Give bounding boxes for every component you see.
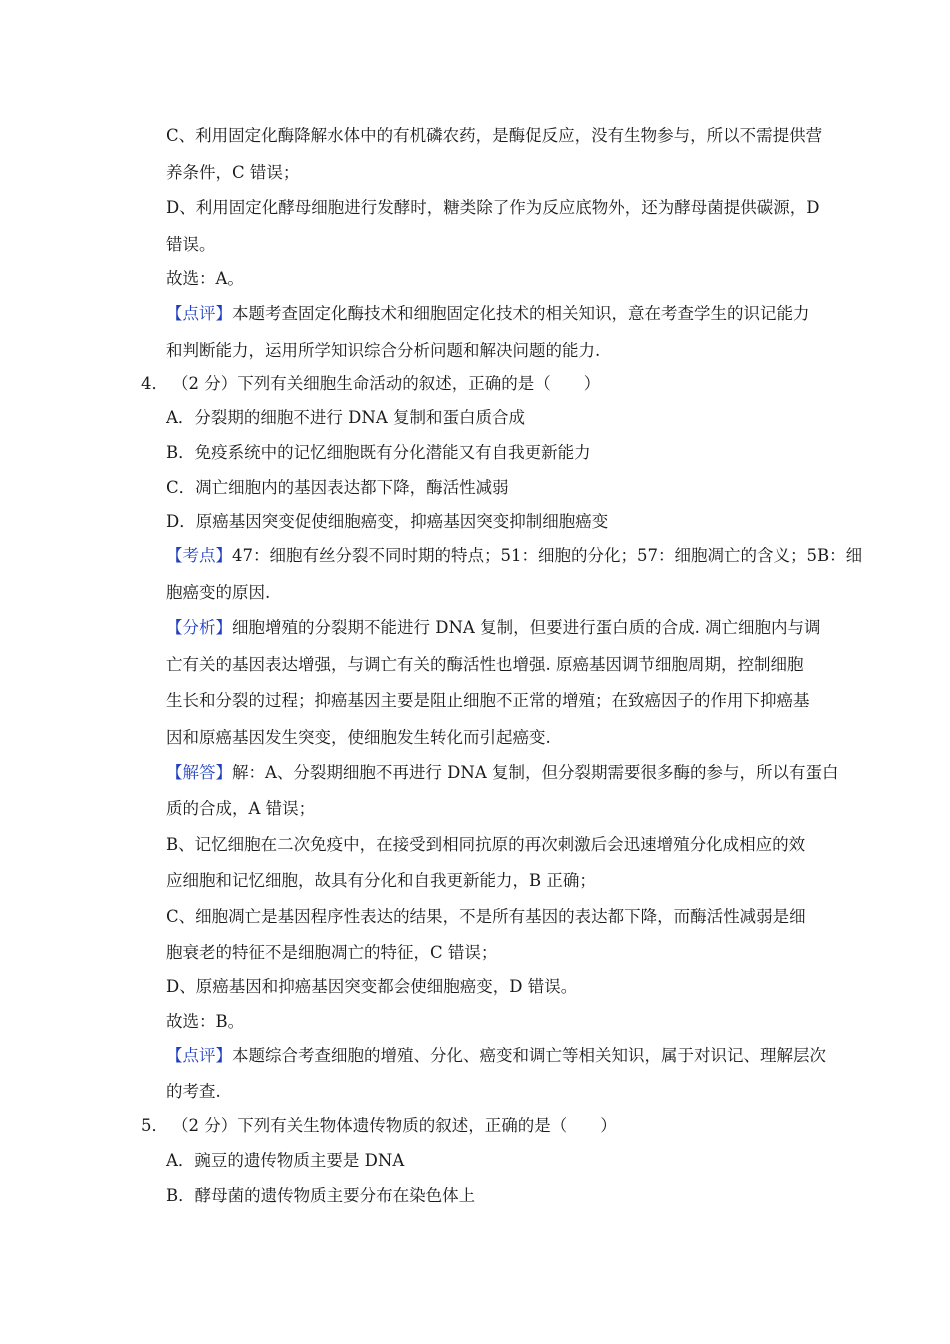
option-a: A．分裂期的细胞不进行 DNA 复制和蛋白质合成: [166, 408, 525, 427]
comment-tag: 【点评】: [166, 304, 232, 323]
prev-answer-line-3: D、利用固定化酵母细胞进行发酵时，糖类除了作为反应底物外，还为酵母菌提供碳源，D: [166, 198, 820, 217]
dianping-line-2: 的考查.: [166, 1082, 221, 1101]
jieda-line-4: 应细胞和记忆细胞，故具有分化和自我更新能力，B 正确；: [166, 871, 596, 890]
fenxi-line-1: [166, 617, 821, 639]
jieda-line-6: 胞衰老的特征不是细胞凋亡的特征，C 错误；: [166, 943, 498, 962]
kaodian-line-2: 胞癌变的原因.: [166, 583, 271, 602]
jieda-answer-choice: 故选：B。: [166, 1012, 245, 1031]
jieda-line-3: B、记忆细胞在二次免疫中，在接受到相同抗原的再次刺激后会迅速增殖分化成相应的效: [166, 835, 806, 854]
prev-answer-line-2: 养条件，C 错误；: [166, 163, 300, 182]
dianping-text: 本题综合考查细胞的增殖、分化、癌变和调亡等相关知识，属于对识记、理解层次: [232, 1046, 826, 1065]
fenxi-line-3: 生长和分裂的过程；抑癌基因主要是阻止细胞不正常的增殖；在致癌因子的作用下抑癌基: [166, 691, 810, 710]
prev-answer-line-4: 错误。: [166, 235, 216, 254]
fenxi-line-2: 亡有关的基因表达增强，与调亡有关的酶活性也增强. 原癌基因调节细胞周期，控制细胞: [166, 655, 804, 674]
question-stem: （2 分）下列有关细胞生命活动的叙述，正确的是（ ）: [172, 374, 601, 393]
option-b: B．免疫系统中的记忆细胞既有分化潜能又有自我更新能力: [166, 443, 591, 462]
dianping-tag: 【点评】: [166, 1046, 232, 1065]
question-stem: （2 分）下列有关生物体遗传物质的叙述，正确的是（ ）: [172, 1116, 617, 1135]
jieda-tag: 【解答】: [166, 763, 232, 782]
kaodian-text: 47：细胞有丝分裂不同时期的特点；51：细胞的分化；57：细胞凋亡的含义；5B：细: [232, 546, 863, 565]
option-c: C．凋亡细胞内的基因表达都下降，酶活性减弱: [166, 478, 509, 497]
jieda-line-1: [166, 762, 839, 784]
jieda-line-5: C、细胞凋亡是基因程序性表达的结果，不是所有基因的表达都下降，而酶活性减弱是细: [166, 907, 806, 926]
question-number: 5．: [141, 1116, 168, 1135]
prev-answer-choice: 故选：A。: [166, 269, 244, 288]
prev-comment-line-1: [166, 303, 810, 325]
fenxi-line-4: 因和原癌基因发生突变，使细胞发生转化而引起癌变.: [166, 728, 551, 747]
fenxi-tag: 【分析】: [166, 618, 232, 637]
jieda-line-7: D、原癌基因和抑癌基因突变都会使细胞癌变，D 错误。: [166, 977, 578, 996]
jieda-text: 解：A、分裂期细胞不再进行 DNA 复制，但分裂期需要很多酶的参与，所以有蛋白: [232, 763, 839, 782]
option-a: A．豌豆的遗传物质主要是 DNA: [166, 1151, 405, 1170]
option-b: B．酵母菌的遗传物质主要分布在染色体上: [166, 1186, 476, 1205]
kaodian-line-1: [166, 545, 862, 567]
dianping-line-1: [166, 1045, 826, 1067]
kaodian-tag: 【考点】: [166, 546, 232, 565]
comment-text: 本题考查固定化酶技术和细胞固定化技术的相关知识，意在考查学生的识记能力: [232, 304, 810, 323]
prev-comment-line-2: 和判断能力，运用所学知识综合分析问题和解决问题的能力.: [166, 341, 601, 360]
jieda-line-2: 质的合成，A 错误；: [166, 799, 316, 818]
question-number: 4．: [141, 374, 168, 393]
fenxi-text: 细胞增殖的分裂期不能进行 DNA 复制，但要进行蛋白质的合成. 凋亡细胞内与调: [232, 618, 821, 637]
prev-answer-line-1: C、利用固定化酶降解水体中的有机磷农药，是酶促反应，没有生物参与，所以不需提供营: [166, 126, 823, 145]
option-d: D．原癌基因突变促使细胞癌变，抑癌基因突变抑制细胞癌变: [166, 512, 609, 531]
